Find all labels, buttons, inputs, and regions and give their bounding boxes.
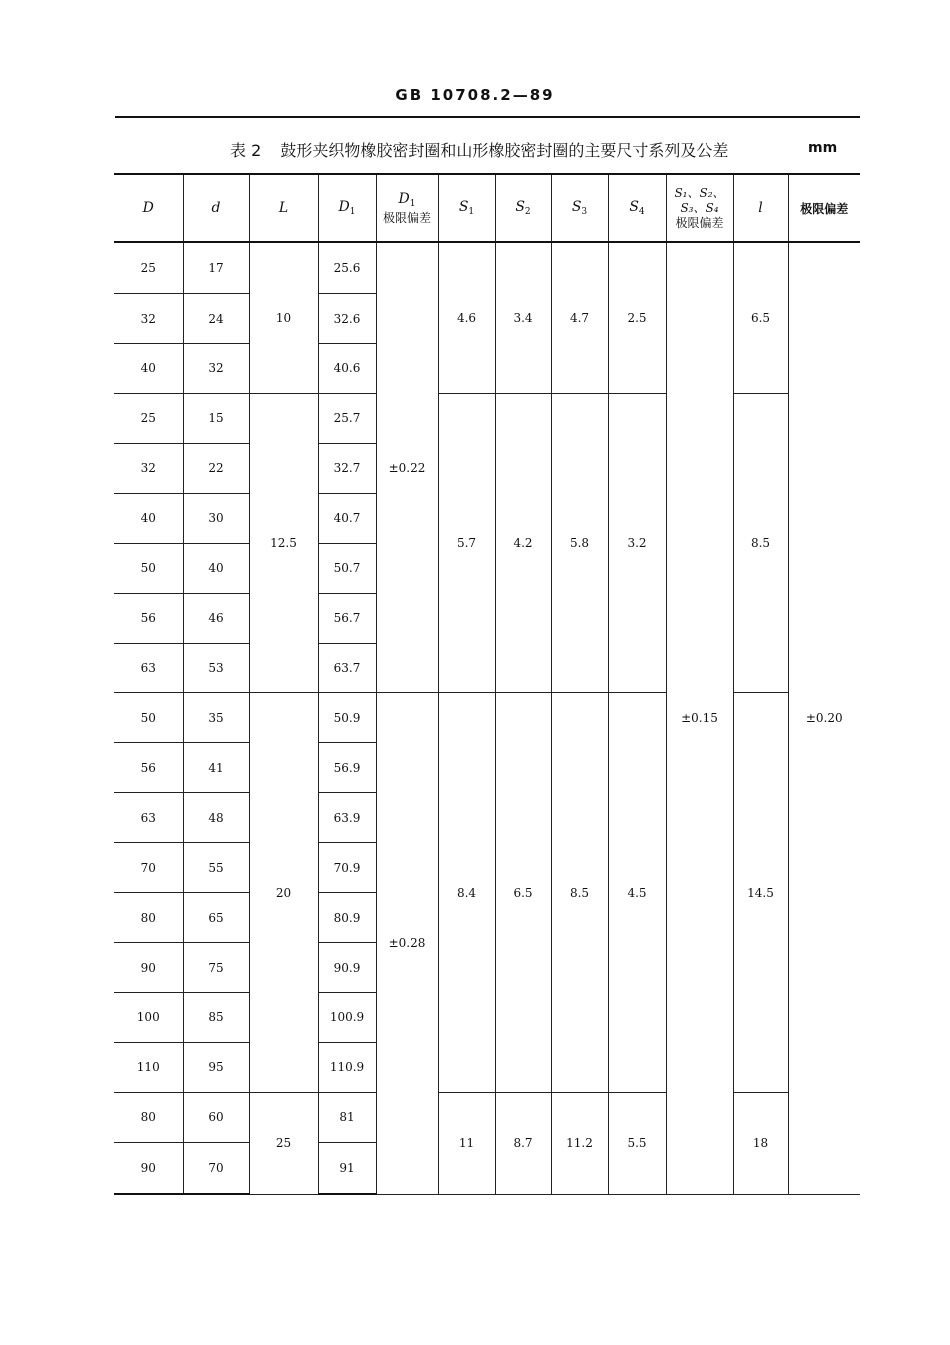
cell-D1: 25.6 <box>318 242 376 294</box>
cell-D1: 40.7 <box>318 493 376 543</box>
table-row <box>114 242 860 294</box>
cell-S2: 4.2 <box>495 393 551 693</box>
cell-d: 15 <box>183 393 249 443</box>
cell-S2: 8.7 <box>495 1092 551 1194</box>
cell-d: 40 <box>183 543 249 593</box>
cell-d: 30 <box>183 493 249 543</box>
col-header-d: d <box>183 174 249 242</box>
cell-D1: 63.7 <box>318 643 376 693</box>
table-row <box>114 393 860 443</box>
cell-D: 100 <box>114 993 183 1043</box>
cell-d: 35 <box>183 693 249 743</box>
cell-D: 56 <box>114 743 183 793</box>
cell-D1: 100.9 <box>318 993 376 1043</box>
cell-D: 63 <box>114 793 183 843</box>
cell-d: 85 <box>183 993 249 1043</box>
cell-d: 32 <box>183 344 249 394</box>
cell-D1: 56.7 <box>318 593 376 643</box>
cell-d: 95 <box>183 1042 249 1092</box>
cell-D1: 25.7 <box>318 393 376 443</box>
cell-d: 48 <box>183 793 249 843</box>
cell-d: 65 <box>183 893 249 943</box>
cell-d: 70 <box>183 1142 249 1194</box>
cell-D: 110 <box>114 1042 183 1092</box>
col-header-l-deviation: 极限偏差 <box>788 174 860 242</box>
cell-L: 10 <box>249 242 318 393</box>
cell-S1: 8.4 <box>438 693 495 1092</box>
cell-l-deviation: ±0.20 <box>788 242 860 1194</box>
cell-D: 50 <box>114 543 183 593</box>
cell-D1: 50.9 <box>318 693 376 743</box>
dimension-table <box>114 173 860 1195</box>
cell-D1: 32.6 <box>318 294 376 344</box>
cell-d: 53 <box>183 643 249 693</box>
cell-S4: 5.5 <box>608 1092 666 1194</box>
cell-L: 20 <box>249 693 318 1092</box>
cell-S1: 11 <box>438 1092 495 1194</box>
cell-S2: 3.4 <box>495 242 551 393</box>
cell-d: 46 <box>183 593 249 643</box>
cell-D1: 40.6 <box>318 344 376 394</box>
cell-D: 25 <box>114 393 183 443</box>
cell-d: 41 <box>183 743 249 793</box>
cell-d: 24 <box>183 294 249 344</box>
cell-D1: 70.9 <box>318 843 376 893</box>
table-row <box>114 1092 860 1142</box>
col-header-S4: $S_4$ <box>608 174 666 242</box>
cell-D: 32 <box>114 443 183 493</box>
col-header-D1-deviation: $D_1$ 极限偏差 <box>376 174 438 242</box>
cell-D1: 90.9 <box>318 943 376 993</box>
cell-D1: 56.9 <box>318 743 376 793</box>
cell-S4: 2.5 <box>608 242 666 393</box>
cell-D: 80 <box>114 893 183 943</box>
col-header-S3: $S_3$ <box>551 174 608 242</box>
cell-D1: 63.9 <box>318 793 376 843</box>
cell-D: 90 <box>114 943 183 993</box>
col-header-S1: $S_1$ <box>438 174 495 242</box>
col-header-L: L <box>249 174 318 242</box>
cell-D1: 32.7 <box>318 443 376 493</box>
cell-S3: 5.8 <box>551 393 608 693</box>
col-header-l: l <box>733 174 788 242</box>
cell-l: 8.5 <box>733 393 788 693</box>
header-rule <box>115 116 860 118</box>
col-header-S2: $S_2$ <box>495 174 551 242</box>
cell-S1: 4.6 <box>438 242 495 393</box>
cell-D: 32 <box>114 294 183 344</box>
cell-d: 55 <box>183 843 249 893</box>
table-caption <box>230 138 728 161</box>
cell-L: 12.5 <box>249 393 318 693</box>
cell-D: 40 <box>114 344 183 394</box>
cell-D: 63 <box>114 643 183 693</box>
cell-D1: 81 <box>318 1092 376 1142</box>
cell-D: 50 <box>114 693 183 743</box>
cell-l: 14.5 <box>733 693 788 1092</box>
cell-D: 80 <box>114 1092 183 1142</box>
cell-S3: 11.2 <box>551 1092 608 1194</box>
cell-l: 18 <box>733 1092 788 1194</box>
table-title: 鼓形夹织物橡胶密封圈和山形橡胶密封圈的主要尺寸系列及公差 <box>280 141 729 160</box>
cell-S4: 3.2 <box>608 393 666 693</box>
cell-S3: 4.7 <box>551 242 608 393</box>
cell-d: 75 <box>183 943 249 993</box>
cell-L: 25 <box>249 1092 318 1194</box>
cell-D1: 91 <box>318 1142 376 1194</box>
cell-d: 60 <box>183 1092 249 1142</box>
cell-S1: 5.7 <box>438 393 495 693</box>
col-header-S-deviation: S₁、S₂、 S₃、S₄ 极限偏差 <box>666 174 733 242</box>
table-number: 表 2 <box>230 141 262 160</box>
cell-D1-deviation: ±0.22 <box>376 242 438 693</box>
cell-D1: 110.9 <box>318 1042 376 1092</box>
col-header-D: D <box>114 174 183 242</box>
cell-S4: 4.5 <box>608 693 666 1092</box>
cell-D1-deviation: ±0.28 <box>376 693 438 1194</box>
cell-l: 6.5 <box>733 242 788 393</box>
cell-D: 56 <box>114 593 183 643</box>
cell-D1: 50.7 <box>318 543 376 593</box>
cell-S2: 6.5 <box>495 693 551 1092</box>
cell-D1: 80.9 <box>318 893 376 943</box>
cell-S3: 8.5 <box>551 693 608 1092</box>
table-header-row <box>114 174 860 242</box>
table-unit: mm <box>808 140 838 156</box>
cell-d: 17 <box>183 242 249 294</box>
standard-number: GB 10708.2—89 <box>395 86 555 104</box>
cell-D: 90 <box>114 1142 183 1194</box>
cell-D: 25 <box>114 242 183 294</box>
cell-d: 22 <box>183 443 249 493</box>
col-header-D1: $D_1$ <box>318 174 376 242</box>
cell-D: 40 <box>114 493 183 543</box>
cell-D: 70 <box>114 843 183 893</box>
cell-S-deviation: ±0.15 <box>666 242 733 1194</box>
table-row <box>114 693 860 743</box>
